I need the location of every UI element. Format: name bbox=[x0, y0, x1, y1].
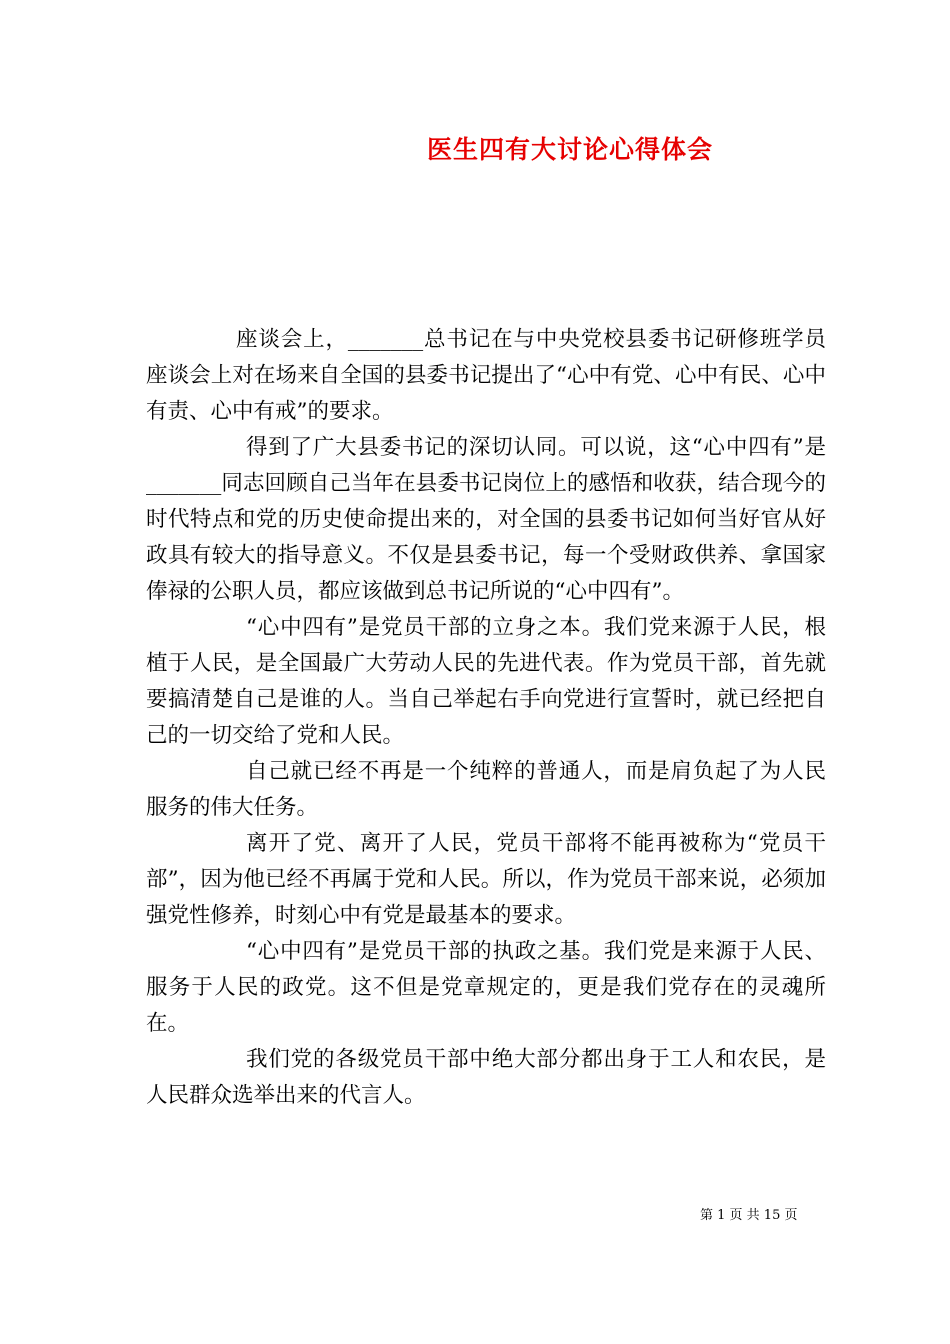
paragraph-1: 座谈会上，_______总书记在与中央党校县委书记研修班学员座谈会上对在场来自全国的县委书记提出了“心中有党、心中有民、心中有责、心中有戒”的要求。 bbox=[146, 327, 826, 424]
paragraph-4: 自己就已经不再是一个纯粹的普通人，而是肩负起了为人民服务的伟大任务。 bbox=[146, 759, 826, 820]
paragraph-7: 我们党的各级党员干部中绝大部分都出身于工人和农民，是人民群众选举出来的代言人。 bbox=[146, 1047, 826, 1108]
paragraph-6: “心中四有”是党员干部的执政之基。我们党是来源于人民、服务于人民的政党。这不但是党章规定的，更是我们党存在的灵魂所在。 bbox=[146, 939, 826, 1036]
page-footer: 第 1 页 共 15 页 bbox=[700, 1208, 798, 1223]
paragraph-2: 得到了广大县委书记的深切认同。可以说，这“心中四有”是_______同志回顾自己当年在县委书记岗位上的感悟和收获，结合现今的时代特点和党的历史使命提出来的，对全国的县委书记如何当好官从好政具有较大的指导意义。不仅是县委书记，每一个受财政供养、拿国家俸禄的公职人员，都应该做到总书记所说的“心中四有”。 bbox=[146, 435, 826, 604]
document-body bbox=[146, 322, 826, 1114]
document-title: 医生四有大讨论心得体会 bbox=[426, 135, 713, 164]
paragraph-3: “心中四有”是党员干部的立身之本。我们党来源于人民，根植于人民，是全国最广大劳动人民的先进代表。作为党员干部，首先就要搞清楚自己是谁的人。当自己举起右手向党进行宣誓时，就已经把自己的一切交给了党和人民。 bbox=[146, 615, 826, 748]
paragraph-5: 离开了党、离开了人民，党员干部将不能再被称为“党员干部”，因为他已经不再属于党和人民。所以，作为党员干部来说，必须加强党性修养，时刻心中有党是最基本的要求。 bbox=[146, 831, 826, 928]
